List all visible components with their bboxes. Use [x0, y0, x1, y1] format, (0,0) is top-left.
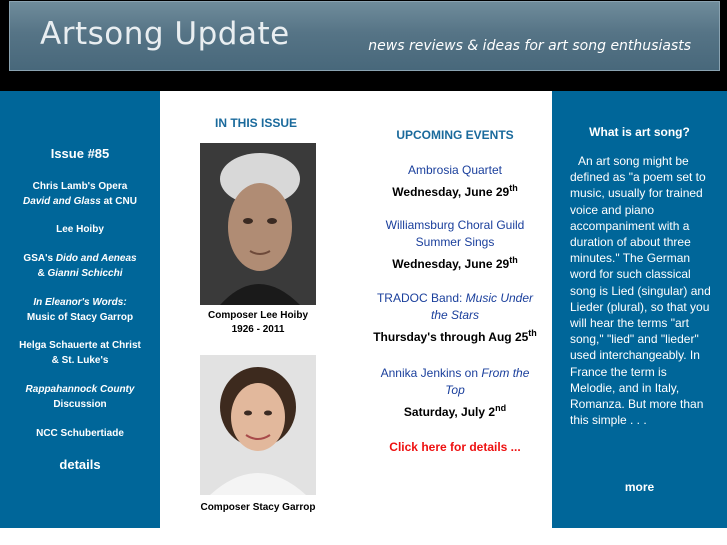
- nav-item-line: Discussion: [53, 399, 107, 410]
- event-date-text: Wednesday, June 29: [392, 257, 510, 271]
- event-link-italic: From the: [481, 366, 530, 380]
- nav-item-line: & St. Luke's: [51, 355, 109, 366]
- nav-item-line: Lee Hoiby: [56, 224, 104, 235]
- banner-panel: [9, 1, 720, 71]
- event-link[interactable]: [355, 365, 555, 399]
- date-suffix: th: [509, 255, 518, 265]
- lee-hoiby-photo: [200, 143, 316, 305]
- nav-item-lee-hoiby[interactable]: [0, 222, 160, 237]
- nav-item-gsa-dido[interactable]: [0, 251, 160, 281]
- more-link[interactable]: more: [624, 480, 655, 494]
- caption-line: Composer Lee Hoiby: [207, 310, 309, 321]
- event-date-text: Saturday, July 2: [403, 405, 496, 419]
- date-suffix: th: [509, 183, 518, 193]
- event-link[interactable]: Ambrosia Quartet: [407, 163, 503, 177]
- nav-item-italic: David and Glass: [23, 196, 101, 207]
- nav-item-line: &: [37, 268, 48, 279]
- photo1-caption: [186, 309, 330, 337]
- event-link-italic: Top: [445, 383, 465, 397]
- left-sidebar: [0, 91, 160, 528]
- in-this-issue-heading: IN THIS ISSUE: [214, 116, 297, 130]
- nav-item-line: at CNU: [100, 196, 137, 207]
- nav-item-chris-lamb-opera[interactable]: [0, 179, 160, 209]
- nav-item-rappahannock[interactable]: [0, 382, 160, 412]
- caption-line: Composer Stacy Garrop: [200, 502, 316, 513]
- nav-item-italic: Rappahannock County: [25, 384, 135, 395]
- art-song-definition: An art song might be defined as "a poem set to music, usually for trained voice and piano accompaniment with a duration of about three minutes." The German word for such classical song is Lied (singular) and Lieder (plural), so that you will hear the terms "art song," "lied" and "lieder" used interchangeably. In France the term is Melodie, and in Italy, Romanza. But more than this simple . . .: [570, 154, 711, 428]
- portrait-image: [200, 143, 316, 305]
- event-date: [355, 324, 555, 347]
- nav-item-italic: In Eleanor's Words:: [33, 297, 127, 308]
- nav-item-line: NCC Schubertiade: [36, 428, 124, 439]
- nav-item-line: Chris Lamb's Opera: [32, 181, 128, 192]
- event-date: [355, 399, 555, 422]
- event-link-italic: the Stars: [430, 308, 480, 322]
- header-banner: [0, 0, 727, 72]
- event-date: [355, 251, 555, 274]
- event-link[interactable]: [355, 217, 555, 251]
- event-williamsburg: [355, 217, 555, 274]
- divider-bar: [0, 72, 727, 91]
- details-link[interactable]: details: [59, 457, 101, 472]
- nav-item-line: Music of Stacy Garrop: [26, 312, 134, 323]
- what-is-art-song-heading: What is art song?: [589, 125, 690, 139]
- stacy-garrop-photo: [200, 355, 316, 495]
- click-here-details-link[interactable]: Click here for details ...: [389, 440, 521, 454]
- upcoming-events-heading: UPCOMING EVENTS: [396, 128, 514, 142]
- event-date: [355, 179, 555, 202]
- event-tradoc: [355, 290, 555, 347]
- event-link[interactable]: [355, 290, 555, 324]
- issue-number: Issue #85: [50, 146, 110, 161]
- date-suffix: nd: [495, 403, 507, 413]
- event-link-line: Williamsburg Choral Guild: [385, 218, 525, 232]
- event-date-text: Thursday's through Aug 25: [373, 330, 529, 344]
- date-suffix: th: [528, 328, 537, 338]
- nav-item-italic: Gianni Schicchi: [47, 268, 123, 279]
- nav-item-eleanors-words[interactable]: [0, 295, 160, 325]
- event-annika-jenkins: [355, 365, 555, 422]
- portrait-image: [200, 355, 316, 495]
- event-ambrosia: [355, 162, 555, 202]
- photo2-caption: [186, 501, 330, 515]
- event-link-line: Summer Sings: [415, 235, 495, 249]
- nav-item-ncc-schubertiade[interactable]: [0, 426, 160, 441]
- nav-item-line: GSA's: [23, 253, 56, 264]
- nav-item-line: Helga Schauerte at Christ: [19, 340, 141, 351]
- site-title: Artsong Update: [40, 16, 290, 52]
- caption-line: 1926 - 2011: [231, 324, 285, 335]
- event-link-line: TRADOC Band:: [376, 291, 466, 305]
- event-link-italic: Music Under: [465, 291, 534, 305]
- right-sidebar: [552, 91, 727, 528]
- event-link-line: Annika Jenkins on: [380, 366, 482, 380]
- main-content: [160, 91, 552, 528]
- event-date-text: Wednesday, June 29: [392, 185, 510, 199]
- nav-item-helga-schauerte[interactable]: [0, 338, 160, 368]
- footer-strip: [0, 528, 727, 545]
- nav-item-italic: Dido and Aeneas: [55, 253, 137, 264]
- site-tagline: news reviews & ideas for art song enthusiasts: [368, 38, 691, 54]
